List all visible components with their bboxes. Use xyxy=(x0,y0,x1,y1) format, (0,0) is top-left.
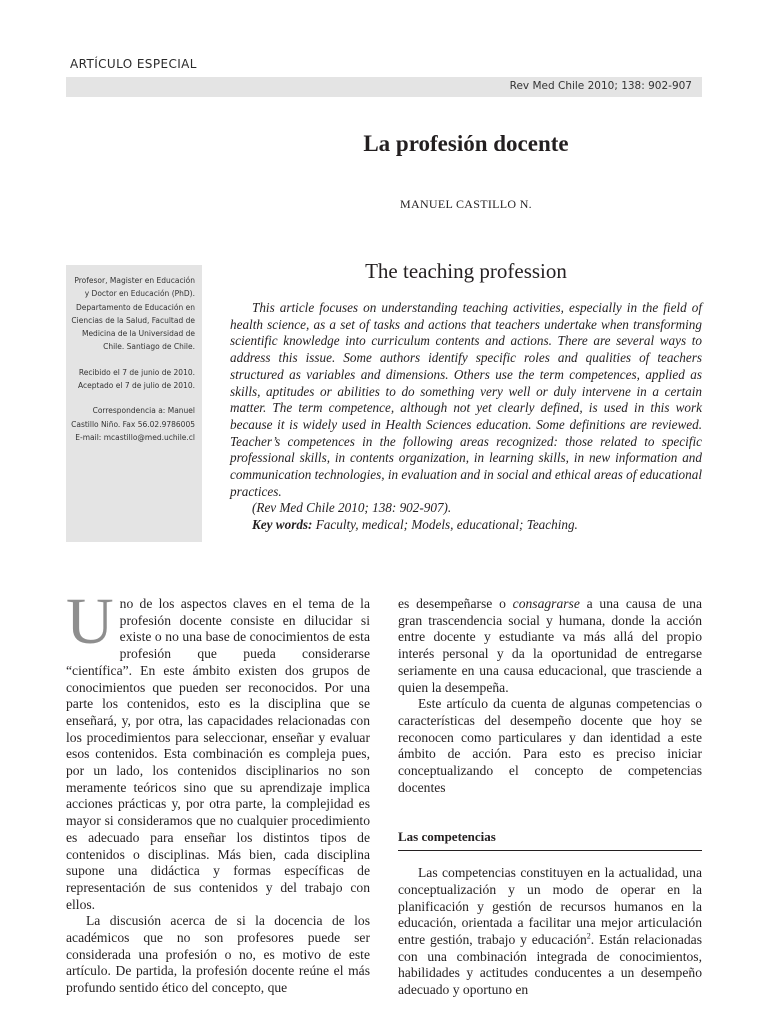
body-column-left xyxy=(66,585,370,997)
paragraph: es desempeñarse o consagrarse a una causa de una gran trascendencia social y humana, donde la acción entre docente y estudiante va más allá del propio interés personal y da la oportunidad de entregarse seriamente en una causa educacional, que trasciende a quien la desempeña. xyxy=(398,596,702,695)
received-dates: Recibido el 7 de junio de 2010. Aceptado el 7 de julio de 2010. xyxy=(78,367,195,391)
paragraph: Uno de los aspectos claves en el tema de la profesión docente consiste en dilucidar si existe o no una base de conocimientos de esta profesión que pueda considerarse “científica”. En este ámbito existen dos grupos de conocimientos que pueden ser reconocidos. Por una parte los contenidos, esto es la disciplina que se enseñará, y, por otra, las capacidades relacionadas con los procedimientos para seleccionar, enseñar y evaluar esos contenidos. Esta combinación es compleja pues, por un lado, los contenidos disciplinarios no son meramente teóricos sino que su aprendizaje implica acciones prácticas y, por otra parte, la complejidad es mayor si consideramos que no cualquier procedimiento es adecuado para enseñar los distintos tipos de contenidos o disciplinas. Más bien, cada disciplina supone una didáctica y formas específicas de representación de sus contenidos y del trabajo con ellos. xyxy=(66,585,370,912)
section-label: ARTÍCULO ESPECIAL xyxy=(70,57,197,71)
author-info-sidebar xyxy=(66,265,202,542)
paragraph: Este artículo da cuenta de algunas competencias o características del desempeño docente que hoy se reconocen como particulares y dan identidad a este ámbito de acción. Para esto es preciso iniciar conceptualizando el concepto de competencias docentes xyxy=(398,696,702,795)
article-author: MANUEL CASTILLO N. xyxy=(400,197,532,211)
paragraph: Las competencias constituyen en la actualidad, una conceptualización y un modo de operar en la planificación y gestión de recursos humanos en la educación, orientada a facilitar una mejor articulación entre gestión, trabajo y educación$^2$. Están relacionadas con una combinación integrada de conocimientos, habilidades y actitudes conducentes a un desempeño adecuado y oportuno en xyxy=(398,865,702,998)
citation-bar xyxy=(66,77,702,97)
body-column-right xyxy=(398,596,702,999)
drop-cap: U xyxy=(66,585,114,658)
paragraph: La discusión acerca de si la docencia de los académicos que no son profesores puede ser considerada una profesión o no, es motivo de este artículo. De partida, la profesión docente reúne el más profundo sentido ético del concepto, que xyxy=(66,913,370,996)
abstract xyxy=(230,300,702,534)
english-title: The teaching profession xyxy=(365,259,567,283)
section-heading: Las competencias xyxy=(398,829,702,851)
abstract-citation: (Rev Med Chile 2010; 138: 902-907). xyxy=(252,500,452,516)
article-title: La profesión docente xyxy=(363,131,569,156)
keywords-line xyxy=(230,517,702,534)
journal-citation: Rev Med Chile 2010; 138: 902-907 xyxy=(509,80,692,92)
keywords: Faculty, medical; Models, educational; Teaching. xyxy=(315,517,578,533)
keywords-label: Key words: xyxy=(252,517,313,533)
correspondence: Correspondencia a: Manuel Castillo Niño. Fax 56.02.9786005 E-mail: mcastillo@med.uchile.cl xyxy=(71,406,195,442)
abstract-body: This article focuses on understanding teaching activities, especially in the field of health science, as a set of tasks and actions that teachers undertake when transforming scientific knowledge into curriculum contents and actions. There are several ways to address this issue. Some authors identify specific roles and qualities of teachers structured as variables and dimensions. Others use the term competences, applied as skills, aptitudes or abilities to do something very well or duly intervene in a certain matter. The term competence, although not yet clearly defined, is used in this work because it is widely used in Health Sciences education. Some definitions are reviewed. Teacher’s competences in the following areas recognized: those related to specific professional skills, in contents organization, in learning skills, in new information and communication technologies, in evaluation and in social and ethical areas of educational practices. xyxy=(230,300,702,499)
author-affiliation: Profesor, Magister en Educación y Doctor en Educación (PhD). Departamento de Educación en Ciencias de la Salud, Facultad de Medicina de la Universidad de Chile. Santiago de Chile. xyxy=(71,276,195,352)
